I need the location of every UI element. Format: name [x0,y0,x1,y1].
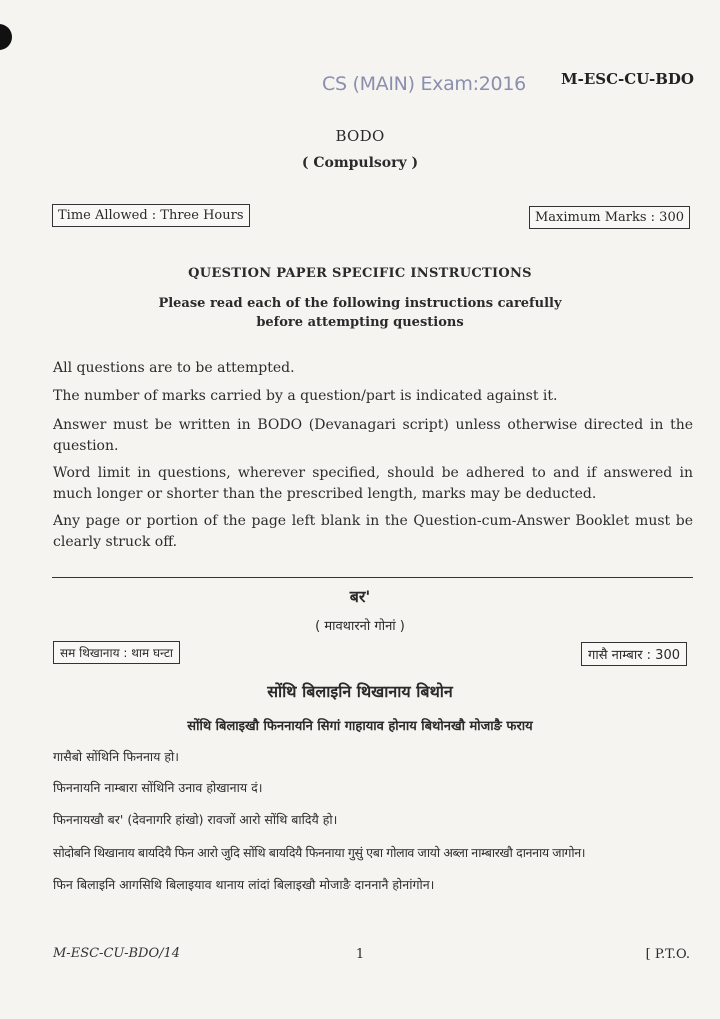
bodo-read-instructions-line: सोंथि बिलाइखौ फिननायनि सिगां गाहायाव होनाय बिथोनखौ मोजाङै फराय [187,719,533,734]
subject-title: BODO [335,127,385,145]
instruction-item: Answer must be written in BODO (Devanagari script) unless otherwise directed in the question. [53,417,693,454]
bodo-instruction-item: फिननायखौ बर' (देवनागरि हांखो) रावजों आरो सोंथि बादियै हो। [53,812,338,827]
instruction-item: All questions are to be attempted. [53,360,295,376]
instruction-item: Word limit in questions, wherever specified, should be adhered to and if answered in much longer or shorter than the prescribed length, marks may be deducted. [53,465,693,502]
read-instructions-line-2: before attempting questions [256,315,464,330]
page-number: 1 [355,947,365,962]
instruction-item: The number of marks carried by a question/part is indicated against it. [53,388,558,404]
bodo-instruction-item: फिन बिलाइनि आगसिथि बिलाइयाव थानाय लांदां बिलाइखौ मोजाङै दाननानै होनांगोन। [53,877,435,892]
bodo-instruction-item: फिननायनि नाम्बारा सोंथिनि उनाव होखानाय दं। [53,780,263,795]
instructions-title: QUESTION PAPER SPECIFIC INSTRUCTIONS [188,266,532,281]
read-instructions-line-1: Please read each of the following instructions carefully [158,296,562,311]
maximum-marks-box: Maximum Marks : 300 [529,206,690,229]
footer-paper-code: M-ESC-CU-BDO/14 [53,946,181,961]
bodo-instructions-title: सोंथि बिलाइनि थिखानाय बिथोन [267,682,453,701]
time-allowed-box: Time Allowed : Three Hours [52,204,250,227]
section-divider [52,577,693,578]
compulsory-label: ( Compulsory ) [301,155,419,171]
bodo-instruction-item: सोदोबनि थिखानाय बायदियै फिन आरो जुदि सोंथि बायदियै फिननाया गुसुं एबा गोलाव जायो अब्ला नाम्बारखौ दाननाय जागोन। [53,845,586,860]
bodo-instruction-item: गासैबो सोंथिनि फिननाय हो। [53,749,179,764]
paper-code: M-ESC-CU-BDO [561,70,694,88]
exam-stamp: CS (MAIN) Exam:2016 [322,73,526,95]
bodo-maximum-marks-box: गासै नाम्बार : 300 [581,642,687,666]
bodo-time-allowed-box: सम थिखानाय : थाम घन्टा [53,641,180,664]
pto-label: [ P.T.O. [645,947,690,962]
bodo-subject-title: बर' [349,587,371,606]
instruction-item: Any page or portion of the page left blank in the Question-cum-Answer Booklet must be clearly struck off. [53,513,693,550]
punch-hole [0,24,12,50]
bodo-compulsory-label: ( मावथारनो गोनां ) [315,619,405,634]
